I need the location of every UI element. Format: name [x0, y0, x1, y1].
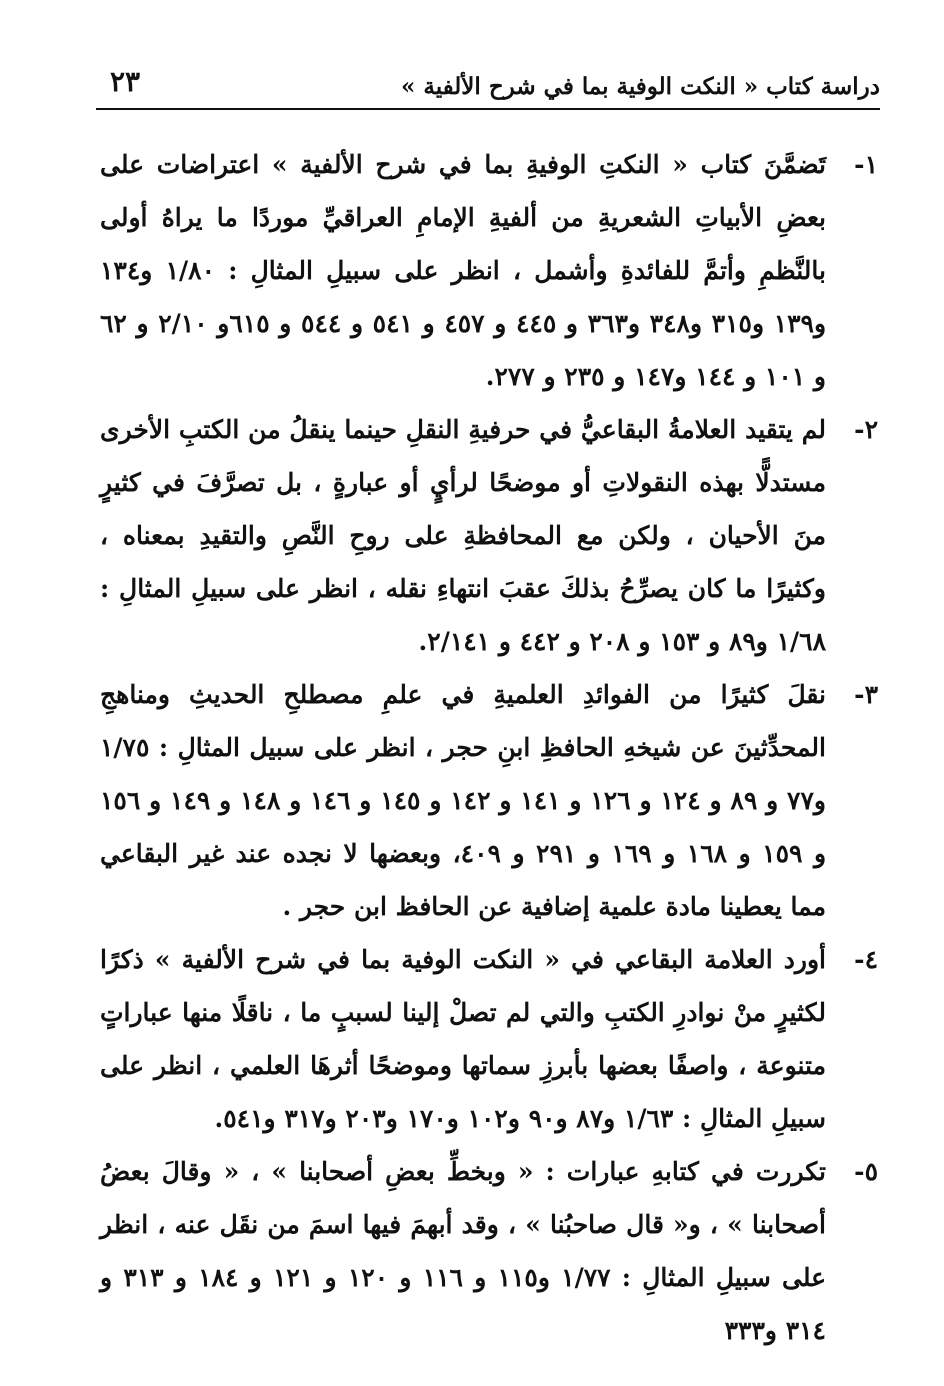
page-number: ٢٣ [110, 65, 141, 98]
list-item [100, 668, 878, 933]
item-number: ٥- [854, 1157, 878, 1186]
item-number: ٣- [854, 680, 878, 709]
item-text: لم يتقيد العلامةُ البقاعيُّ في حرفيةِ النقلِ حينما ينقلُ من الكتبِ الأخرى مستدلًّا بهذه النقولاتِ أو موضحًا لرأيٍ أو عبارةٍ ، بل تصرَّفَ في كثيرٍ منَ الأحيان ، ولكن مع المحافظةِ على روحِ النَّصِ والتقيدِ بمعناه ، وكثيرًا ما كان يصرِّحُ بذلكَ عقبَ انتهاءِ نقله ، انظر على سبيلِ المثالِ : ١/٦٨ و٨٩ و ١٥٣ و ٢٠٨ و ٤٤٢ و ٢/١٤١. [100, 415, 826, 656]
item-text: تكررت في كتابهِ عبارات : « وبخطِّ بعضِ أصحابنا » ، « وقالَ بعضُ أصحابنا » ، و« قال صاحبُنا » ، وقد أبهمَ فيها اسمَ من نقَل عنه ، انظر على سبيلِ المثالِ : ١/٧٧ و١١٥ و ١١٦ و ١٢٠ و ١٢١ و ١٨٤ و ٣١٣ و ٣١٤ و٣٣٣ [100, 1157, 827, 1345]
item-text: تَضمَّنَ كتاب « النكتِ الوفيةِ بما في شرح الألفية » اعتراضات على بعضِ الأبياتِ الشعريةِ من ألفيةِ الإمامِ العراقيِّ موردًا ما يراهُ أولى بالنَّظمِ وأتمَّ للفائدةِ وأشمل ، انظر على سبيلِ المثالِ : ١/٨٠ و١٣٤ و١٣٩ و٣١٥ و٣٤٨ و٣٦٣ و ٤٤٥ و ٤٥٧ و ٥٤١ و ٥٤٤ و ٦١٥و ٢/١٠ و ٦٢ و ١٠١ و ١٤٤ و١٤٧ و ٢٣٥ و ٢٧٧. [100, 150, 827, 391]
running-title: دراسة كتاب « النكت الوفية بما في شرح الألفية » [401, 73, 880, 100]
list-item [100, 403, 878, 668]
list-item [100, 138, 878, 403]
item-number: ١- [854, 150, 878, 179]
page-header [96, 58, 880, 110]
item-text: أورد العلامة البقاعي في « النكت الوفية بما في شرح الألفية » ذكرًا لكثيرٍ منْ نوادرِ الكتبِ والتي لم تصلْ إلينا لسببٍ ما ، ناقلًا منها عباراتٍ متنوعة ، واصفًا بعضها بأبرزِ سماتها وموضحًا أثرهَا العلمي ، انظر على سبيلِ المثالِ : ١/٦٣ و٨٧ و٩٠ و١٠٢ و١٧٠ و٢٠٣ و٣١٧ و٥٤١. [100, 945, 826, 1133]
list-item [100, 933, 878, 1145]
page-body [100, 138, 878, 1357]
item-number: ٤- [854, 945, 878, 974]
list-item [100, 1145, 878, 1357]
item-number: ٢- [854, 415, 878, 444]
item-text: نقلَ كثيرًا من الفوائدِ العلميةِ في علمِ مصطلحِ الحديثِ ومناهجِ المحدِّثينَ عن شيخهِ الحافظِ ابنِ حجر ، انظر على سبيل المثالِ : ١/٧٥ و٧٧ و ٨٩ و ١٢٤ و ١٢٦ و ١٤١ و ١٤٢ و ١٤٥ و ١٤٦ و ١٤٨ و ١٤٩ و ١٥٦ و ١٥٩ و ١٦٨ و ١٦٩ و ٢٩١ و ٤٠٩، وبعضها لا نجده عند غير البقاعي مما يعطينا مادة علمية إضافية عن الحافظ ابن حجر . [100, 680, 827, 921]
